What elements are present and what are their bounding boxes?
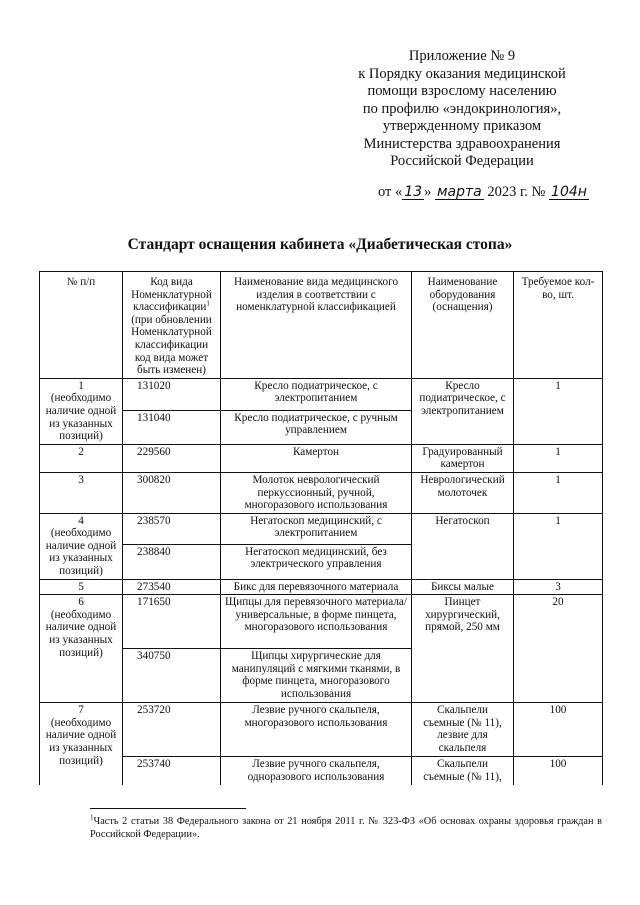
row-num: 7 (необходимо наличие одной из указанных позиций) xyxy=(40,703,123,785)
date-month: марта xyxy=(436,184,482,200)
header-line: Российской Федерации xyxy=(390,153,534,169)
row-code: 273540 xyxy=(123,579,221,595)
row-name: Кресло подиатрическое, с электропитанием xyxy=(221,378,412,410)
table-row xyxy=(40,513,603,544)
row-equipment: Скальпели съемные (№ 11), xyxy=(412,757,514,785)
table-row xyxy=(40,378,603,410)
header-line: Министерства здравоохранения xyxy=(363,135,561,152)
row-equipment: Биксы малые xyxy=(412,579,514,595)
order-date xyxy=(378,184,589,201)
row-code: 131040 xyxy=(123,410,221,444)
row-name: Бикс для перевязочного материала xyxy=(221,579,412,595)
row-equipment: Пинцет хирургический, прямой, 250 мм xyxy=(412,595,514,703)
header-line: к Порядку оказания медицинской xyxy=(358,65,566,82)
row-code: 253740 xyxy=(123,757,221,785)
date-day: 13 xyxy=(404,184,423,200)
header-line: по профилю «эндокринология», xyxy=(362,100,562,117)
table-header-row xyxy=(40,272,603,379)
row-code: 229560 xyxy=(123,444,221,472)
row-name: Щипцы хирургические для манипуляций с мягкими тканями, в форме пинцета, многоразового использования xyxy=(221,649,412,703)
row-qty: 1 xyxy=(514,513,603,579)
table-row xyxy=(40,757,603,785)
equipment-table xyxy=(39,271,603,785)
header-name: Наименование вида медицинского изделия в соответствии с номенклатурной классификацией xyxy=(221,272,412,379)
row-equipment: Неврологический молоточек xyxy=(412,472,514,513)
row-name: Негатоскоп медицинский, с электропитанием xyxy=(221,513,412,544)
header-num: № п/п xyxy=(40,272,123,379)
header-line: Приложение № 9 xyxy=(408,48,516,64)
row-num: 6 (необходимо наличие одной из указанных позиций) xyxy=(40,595,123,703)
row-name: Лезвие ручного скальпеля, одноразового использования xyxy=(221,757,412,785)
header-code: Код вида Номенклатурной классификации$^1$ (при обновлении Номенклатурной классификации код вида может быть изменен) xyxy=(123,272,221,379)
row-code: 238840 xyxy=(123,544,221,579)
row-qty: 1 xyxy=(514,472,603,513)
row-code: 253720 xyxy=(123,703,221,757)
row-qty: 3 xyxy=(514,579,603,595)
row-code: 171650 xyxy=(123,595,221,649)
row-num: 4 (необходимо наличие одной из указанных позиций) xyxy=(40,513,123,579)
row-code: 131020 xyxy=(123,378,221,410)
row-qty: 1 xyxy=(514,378,603,444)
row-name: Щипцы для перевязочного материала/универсальные, в форме пинцета, многоразового использования xyxy=(221,595,412,649)
appendix-header xyxy=(342,48,582,171)
row-qty: 100 xyxy=(514,757,603,785)
row-equipment: Скальпели съемные (№ 11), лезвие для скальпеля xyxy=(412,703,514,757)
table-row xyxy=(40,472,603,513)
row-qty: 100 xyxy=(514,703,603,757)
row-equipment: Градуированный камертон xyxy=(412,444,514,472)
row-num: 3 xyxy=(40,472,123,513)
date-year: 2023 г. № xyxy=(487,184,546,200)
row-num: 1 (необходимо наличие одной из указанных позиций) xyxy=(40,378,123,444)
row-name: Камертон xyxy=(221,444,412,472)
row-num: 2 xyxy=(40,444,123,472)
document-title: Стандарт оснащения кабинета «Диабетическая стопа» xyxy=(127,236,513,253)
header-equipment: Наименование оборудования (оснащения) xyxy=(412,272,514,379)
row-equipment: Кресло подиатрическое, с электропитанием xyxy=(412,378,514,444)
row-qty: 1 xyxy=(514,444,603,472)
row-name: Лезвие ручного скальпеля, многоразового использования xyxy=(221,703,412,757)
table-row xyxy=(40,595,603,649)
row-qty: 20 xyxy=(514,595,603,703)
footnote-divider xyxy=(90,808,246,809)
row-equipment: Негатоскоп xyxy=(412,513,514,579)
row-code: 340750 xyxy=(123,649,221,703)
row-code: 238570 xyxy=(123,513,221,544)
footnote xyxy=(90,815,602,841)
row-code: 300820 xyxy=(123,472,221,513)
row-num: 5 xyxy=(40,579,123,595)
table-row xyxy=(40,703,603,757)
date-prefix: от « xyxy=(378,184,403,200)
table-row xyxy=(40,444,603,472)
date-sep: » xyxy=(424,184,432,200)
order-number: 104н xyxy=(551,184,587,200)
row-name: Негатоскоп медицинский, без электрического управления xyxy=(221,544,412,579)
table-row xyxy=(40,579,603,595)
row-name: Кресло подиатрическое, с ручным управлением xyxy=(221,410,412,444)
footnote-marker: 1 xyxy=(90,813,94,822)
header-qty: Требуемое кол-во, шт. xyxy=(514,272,603,379)
footnote-text: Часть 2 статьи 38 Федерального закона от 21 ноября 2011 г. № 323-ФЗ «Об основах охраны здоровья граждан в Российской Федерации». xyxy=(90,816,602,840)
header-line: помощи взрослому населению xyxy=(367,83,557,99)
row-name: Молоток неврологический перкуссионный, ручной, многоразового использования xyxy=(221,472,412,513)
header-line: утвержденному приказом xyxy=(382,118,542,134)
